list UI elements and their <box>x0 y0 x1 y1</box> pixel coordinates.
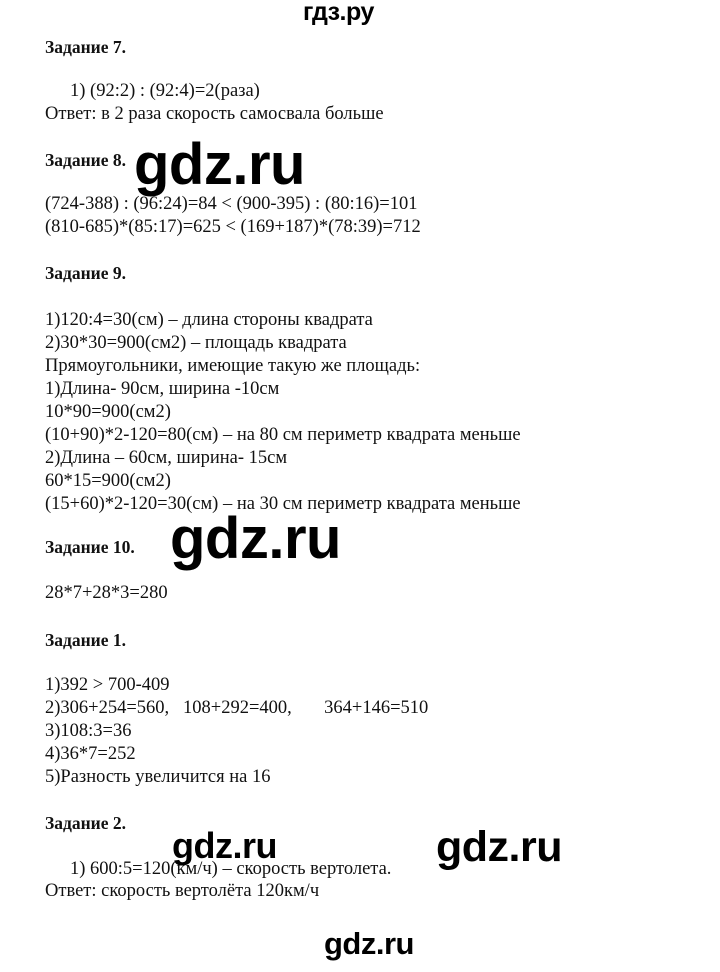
watermark: gdz.ru <box>324 926 414 961</box>
watermark: gdz.ru <box>134 132 305 197</box>
task-1-line: 3)108:3=36 <box>45 721 132 741</box>
task-9-line: 1)120:4=30(см) – длина стороны квадрата <box>45 310 373 330</box>
task-7-title: Задание 7. <box>45 37 127 57</box>
watermark: gdz.ru <box>436 823 562 871</box>
watermark: gdz.ru <box>172 825 277 866</box>
task-7-line: 1) (92:2) : (92:4)=2(раза) <box>70 81 260 101</box>
task-9-line: 60*15=900(см2) <box>45 471 171 491</box>
task-8-line: (810-685)*(85:17)=625 < (169+187)*(78:39)=712 <box>45 217 421 237</box>
task-9-line: Прямоугольники, имеющие такую же площадь: <box>45 356 421 376</box>
task-1-title: Задание 1. <box>45 630 127 650</box>
task-9-line: (10+90)*2-120=80(см) – на 80 см периметр квадрата меньше <box>45 425 521 445</box>
task-9-line: 10*90=900(см2) <box>45 402 171 422</box>
task-8-line: (724-388) : (96:24)=84 < (900-395) : (80:16)=101 <box>45 194 418 214</box>
site-header: гдз.ру <box>303 0 374 26</box>
task-9-line: (15+60)*2-120=30(см) – на 30 см периметр квадрата меньше <box>45 494 521 514</box>
task-2-line: Ответ: скорость вертолёта 120км/ч <box>45 881 320 901</box>
watermark: gdz.ru <box>170 506 341 571</box>
task-9-line: 2)30*30=900(см2) – площадь квадрата <box>45 333 347 353</box>
task-8-title: Задание 8. <box>45 150 127 170</box>
task-1-line: 2)306+254=560, 108+292=400, 364+146=510 <box>45 698 429 718</box>
task-1-line: 1)392 > 700-409 <box>45 675 170 695</box>
task-9-title: Задание 9. <box>45 263 127 283</box>
task-2-line: 1) 600:5=120(км/ч) – скорость вертолета. <box>70 859 392 879</box>
task-10-line: 28*7+28*3=280 <box>45 583 168 603</box>
task-1-line: 5)Разность увеличится на 16 <box>45 767 271 787</box>
task-9-line: 2)Длина – 60см, ширина- 15см <box>45 448 288 468</box>
task-2-title: Задание 2. <box>45 813 127 833</box>
task-9-line: 1)Длина- 90см, ширина -10см <box>45 379 280 399</box>
task-10-title: Задание 10. <box>45 537 135 557</box>
task-7-line: Ответ: в 2 раза скорость самосвала больше <box>45 104 384 124</box>
task-1-line: 4)36*7=252 <box>45 744 136 764</box>
